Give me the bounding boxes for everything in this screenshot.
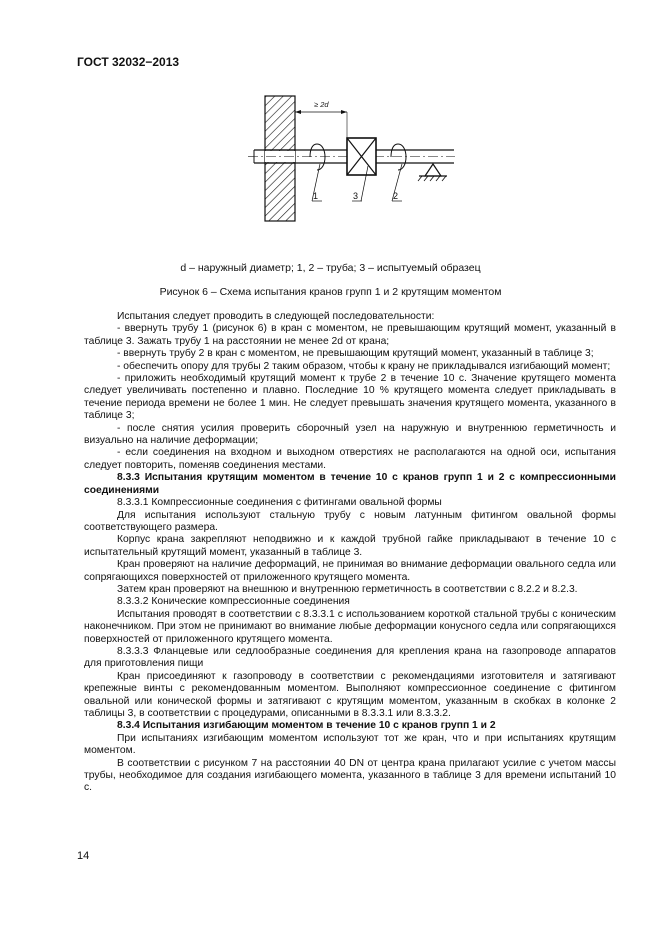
page-number: 14 [77,850,90,862]
list-item: - приложить необходимый крутящий момент к трубе 2 в течение 10 с. Значение крутящего момента следует увеличивать постепенно и плавно. Последние 10 % крутящего момента следует прикладывать в течение периода времени не более 1 мин. Не следует превышать значения крутящего момента, указанного в таблице 3; [84,373,616,422]
label-pipe-1: 1 [313,191,319,201]
list-item: - ввернуть трубу 1 (рисунок 6) в кран с моментом, не превышающим крутящий момент, указанный в таблице 3. Зажать трубу 1 на расстоянии не менее 2d от крана; [84,323,616,347]
paragraph: Кран проверяют на наличие деформаций, не принимая во внимание деформации овального седла или сопрягающихся поверхностей от приложенного крутящего момента. [84,559,616,583]
list-item: - обеспечить опору для трубы 2 таким образом, чтобы к крану не прикладывался изгибающий момент; [117,360,611,372]
paragraph: В соответствии с рисунком 7 на расстоянии 40 DN от центра крана прилагают усилие с учетом массы трубы, необходимое для создания изгибающего момента, указанного в таблице 3 для времени испытаний 10 с. [84,757,616,794]
paragraph: Корпус крана закрепляют неподвижно и к каждой трубной гайке прикладывают в течение 10 с испытательный крутящий момент, указанный в таблице 3. [84,534,616,558]
paragraph: Для испытания используют стальную трубу с новым латунным фитингом овальной формы соответствующего размера. [84,509,616,533]
torque-test-diagram [240,88,470,230]
paragraph: Испытания следует проводить в следующей последовательности: [117,311,435,322]
list-item: - после снятия усилия проверить сборочный узел на наружную и внутреннюю герметичность и визуально на наличие деформации; [84,422,616,447]
figure-title: Рисунок 6 – Схема испытания кранов групп 1 и 2 крутящим моментом [159,286,502,298]
list-item: - ввернуть трубу 2 в кран с моментом, не превышающим крутящий момент, указанный в таблице 3; [117,348,594,360]
paragraph: Кран присоединяют к газопроводу в соответствии с рекомендациями изготовителя и затягивают крепежные винты с рекомендованным моментом. Выполняют компрессионное соединение с фитингом овальной или конической формы и затягивают с крутящим моментом, указанным в скобках в колонке 2 таблицы 3, в соответствии с процедурами, описанными в 8.3.3.1 или 8.3.3.2. [84,670,616,719]
section-heading: 8.3.3 Испытания крутящим моментом в течение 10 с кранов групп 1 и 2 с компрессионными соединениями [84,472,616,496]
label-pipe-2: 2 [393,191,399,201]
subsection-heading: 8.3.3.2 Конические компрессионные соединения [117,596,350,608]
subsection-heading: 8.3.3.3 Фланцевые или седлообразные соединения для крепления крана на газопроводе аппаратов для приготовления пищи [84,645,616,670]
paragraph: При испытаниях изгибающим моментом используют тот же кран, что и при испытаниях крутящим моментом. [84,732,616,757]
section-heading: 8.3.4 Испытания изгибающим моментом в течение 10 с кранов групп 1 и 2 [117,720,496,732]
subsection-heading: 8.3.3.1 Компрессионные соединения с фитингами овальной формы [117,497,442,509]
paragraph: Испытания проводят в соответствии с 8.3.3.1 с использованием короткой стальной трубы с коническим наконечником. При этом не принимают во внимание любые деформации конусного седла или сопрягающихся поверхностей от приложенного крутящего момента. [84,608,616,645]
body-text [84,311,616,795]
figure-legend: d – наружный диаметр; 1, 2 – труба; 3 – испытуемый образец [180,262,481,274]
torque-arc-2 [398,144,406,170]
dimension-label: ≥ 2d [314,100,329,109]
torque-arc-1 [317,144,325,170]
label-specimen-3: 3 [353,191,359,201]
document-header: ГОСТ 32032−2013 [77,55,180,69]
list-item: - если соединения на входном и выходном отверстиях не располагаются на одной оси, испытания следует повторить, поменяв соединения местами. [84,447,616,471]
pipe-support [425,164,441,176]
paragraph: Затем кран проверяют на внешнюю и внутреннюю герметичность в соответствии с 8.2.2 и 8.2.3. [117,583,578,595]
